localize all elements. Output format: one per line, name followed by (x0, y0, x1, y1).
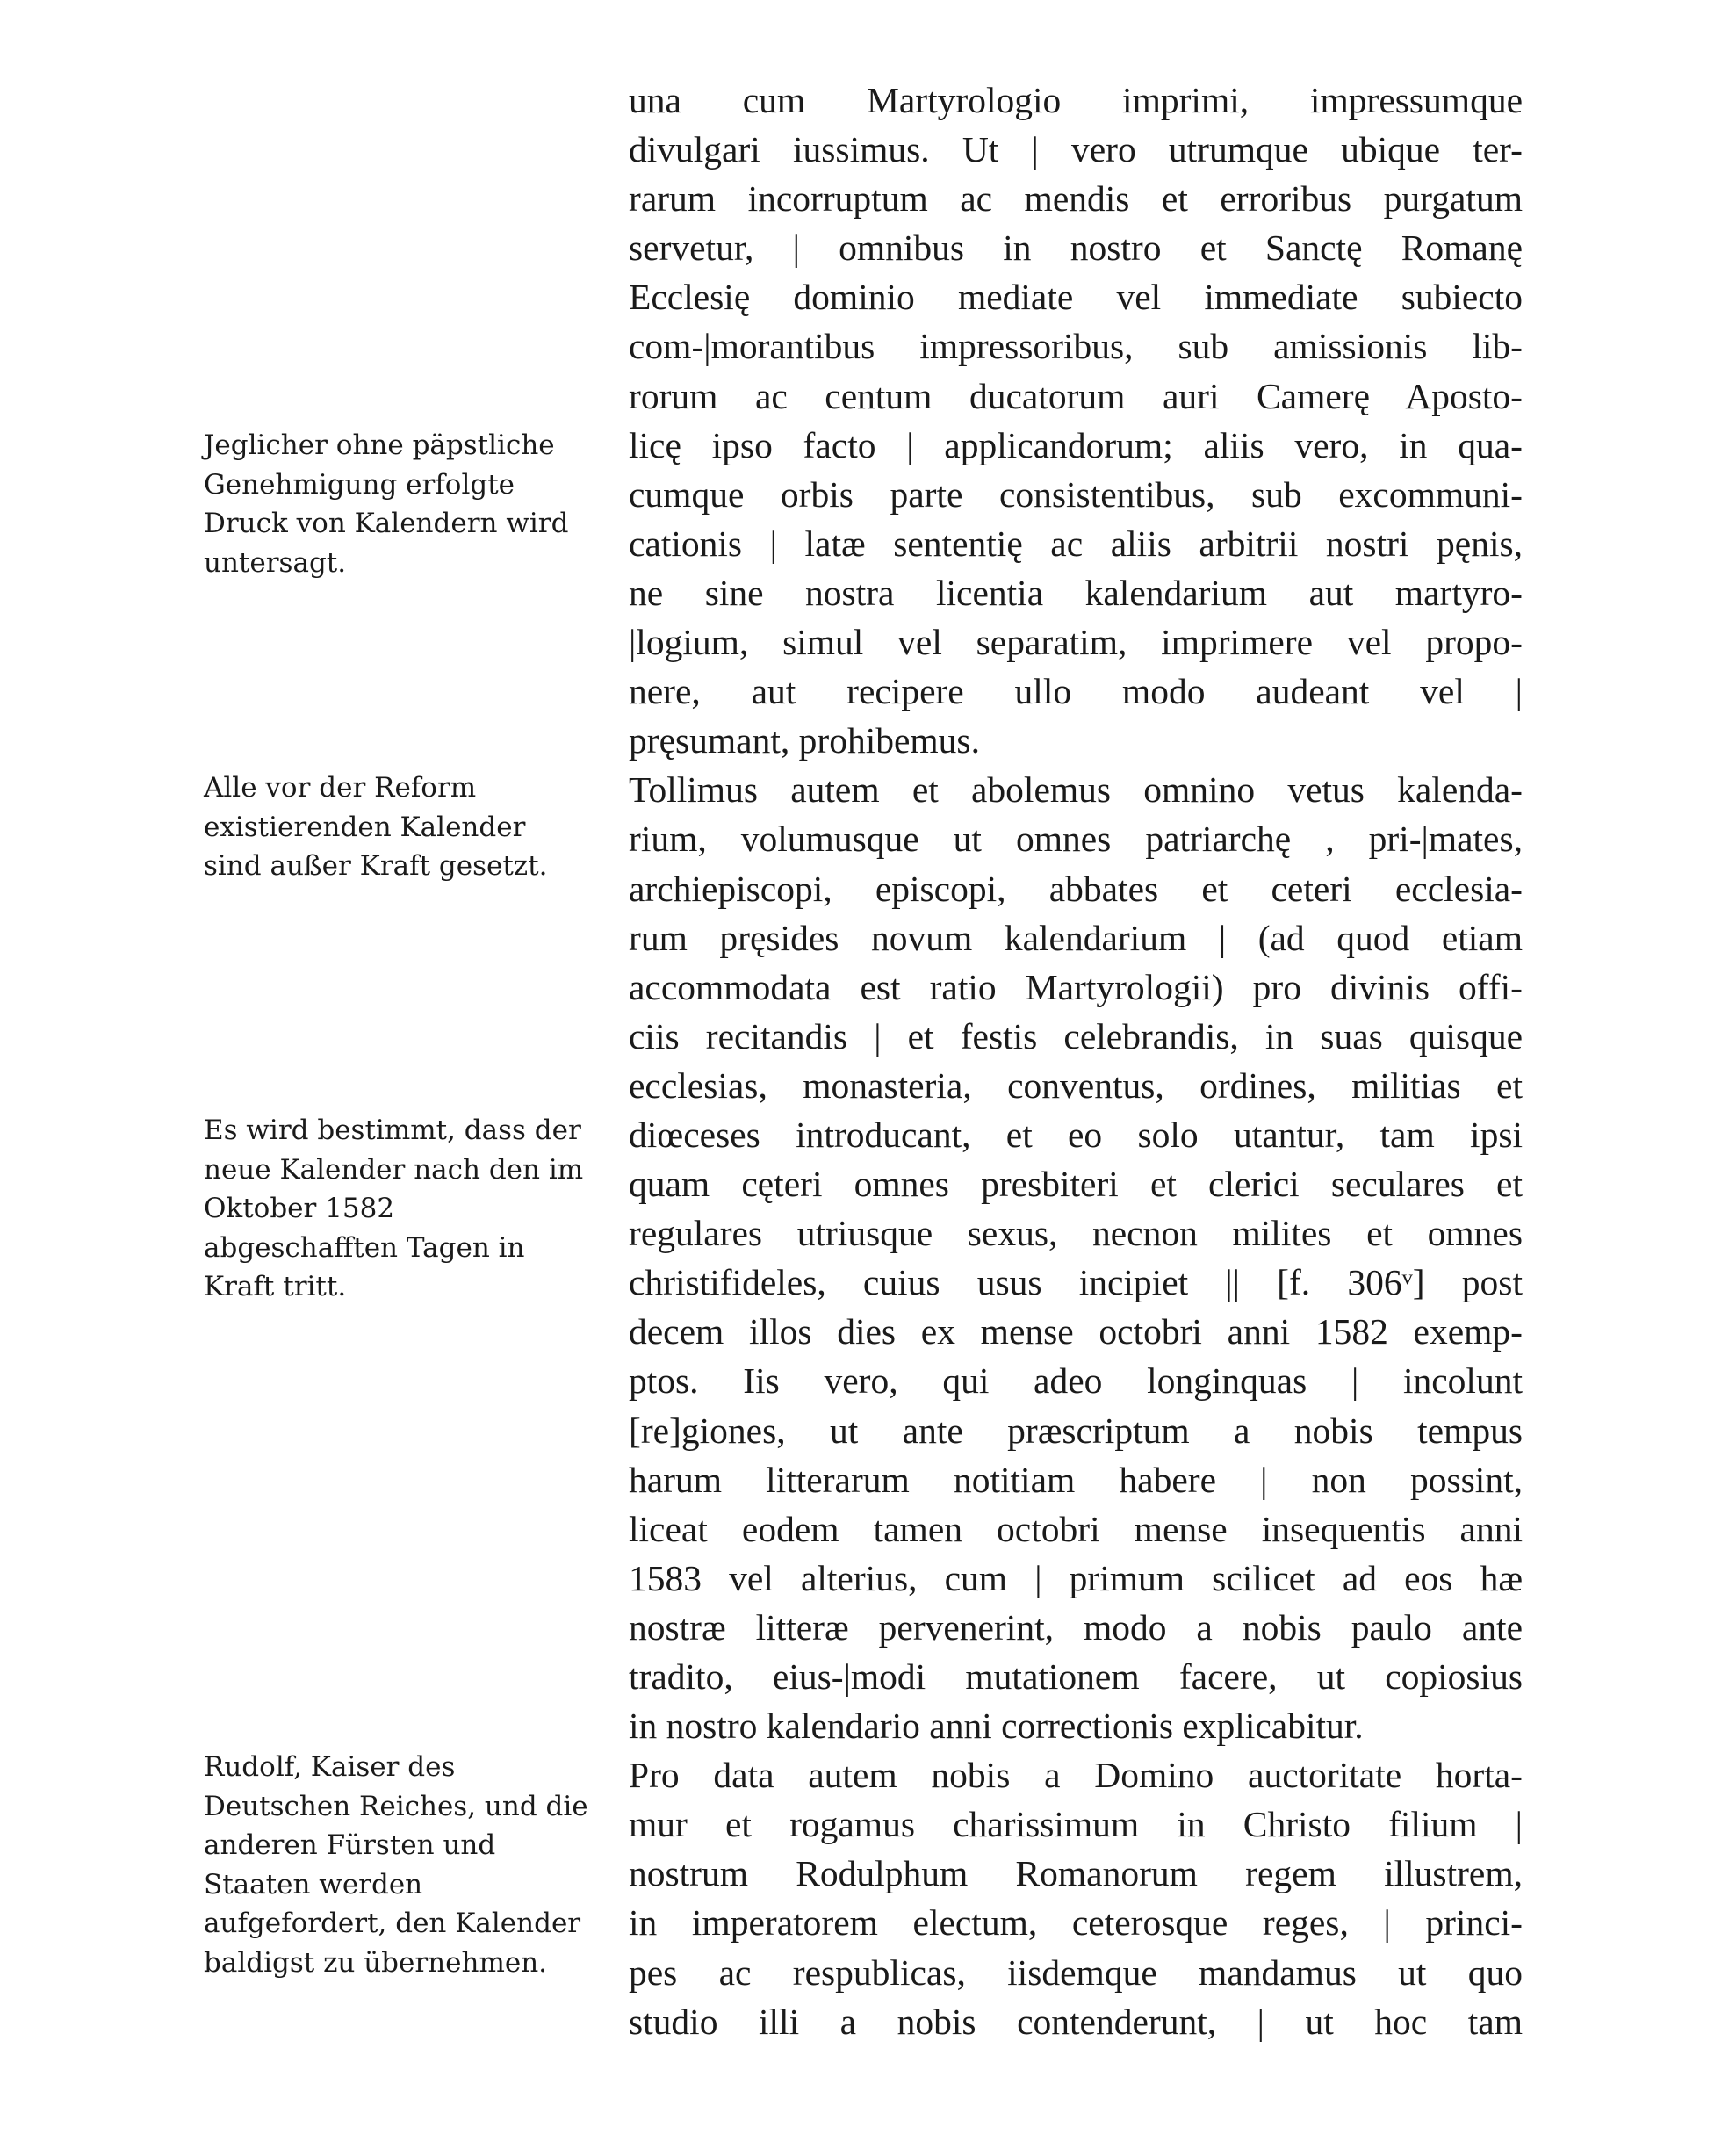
text-line: ecclesias, monasteria, conventus, ordines, militias et (629, 1064, 1523, 1106)
text-line: 1583 vel alterius, cum | primum scilicet ad eos hæ (629, 1557, 1523, 1598)
text-line: Ecclesię dominio mediate vel immediate subiecto (629, 277, 1523, 318)
text-line: com-|morantibus impressoribus, sub amissionis lib- (629, 326, 1523, 367)
text-line: nostrum Rodulphum Romanorum regem illustrem, (629, 1853, 1523, 1894)
text-line: cationis | latæ sententię ac aliis arbitrii nostri pęnis, (629, 523, 1523, 564)
text-line: decem illos dies ex mense octobri anni 1582 exemp- (629, 1311, 1523, 1352)
text-line: Tollimus autem et abolemus omnino vetus kalenda- (629, 769, 1523, 811)
text-line: ptos. Iis vero, qui adeo longinquas | incolunt (629, 1360, 1523, 1402)
text-line: in nostro kalendario anni correctionis explicabitur. (629, 1706, 1364, 1747)
text-line: studio illi a nobis contenderunt, | ut hoc tam (629, 2001, 1523, 2042)
text-line: licę ipso facto | applicandorum; aliis vero, in qua- (629, 424, 1523, 465)
text-line: nostræ litteræ pervenerint, modo a nobis paulo ante (629, 1606, 1523, 1648)
text-line: harum litterarum notitiam habere | non possint, (629, 1459, 1523, 1500)
text-line: divulgari iussimus. Ut | vero utrumque ubique ter- (629, 129, 1523, 170)
text-line: in imperatorem electum, ceterosque reges, | princi- (629, 1902, 1523, 1944)
text-line: pręsumant, prohibemus. (629, 720, 980, 761)
main-text-block (629, 76, 1523, 2046)
text-line: una cum Martyrologio imprimi, impressumque (629, 80, 1523, 120)
text-line: liceat eodem tamen octobri mense insequentis anni (629, 1508, 1523, 1549)
margin-note-old-calendars-abolished: Alle vor der Reform existierenden Kalender sind außer Kraft gesetzt. (204, 772, 548, 882)
text-line: rium, volumusque ut omnes patriarchę , pri-|mates, (629, 819, 1523, 860)
text-line: rorum ac centum ducatorum auri Camerę Aposto- (629, 375, 1523, 416)
text-line: rarum incorruptum ac mendis et erroribus purgatum (629, 178, 1523, 220)
text-line: quam cęteri omnes presbiteri et clerici seculares et (629, 1164, 1523, 1205)
text-line: ne sine nostra licentia kalendarium aut martyro- (629, 572, 1523, 613)
text-line: [re]giones, ut ante præscriptum a nobis tempus (629, 1410, 1523, 1451)
text-line: Pro data autem nobis a Domino auctoritate horta- (629, 1755, 1523, 1796)
text-line: cumque orbis parte consistentibus, sub excommuni- (629, 473, 1523, 515)
text-line: regulares utriusque sexus, necnon milites et omnes (629, 1213, 1523, 1254)
text-line: rum pręsides novum kalendarium | (ad quod etiam (629, 917, 1523, 958)
text-line: diœceses introducant, et eo solo utantur, tam ipsi (629, 1114, 1523, 1155)
margin-note-effective-date: Es wird bestimmt, dass der neue Kalender nach den im Oktober 1582 abgeschafften Tagen in Kraft tritt. (204, 1114, 584, 1302)
margin-note-emperor-adoption: Rudolf, Kaiser des Deutschen Reiches, und die anderen Fürsten und Staaten werden aufgefordert, den Kalender baldigst zu übernehmen. (204, 1751, 588, 1979)
text-line: mur et rogamus charissimum in Christo filium | (629, 1804, 1523, 1845)
text-line: ciis recitandis | et festis celebrandis, in suas quisque (629, 1015, 1523, 1057)
text-line: archiepiscopi, episcopi, abbates et ceteri ecclesia- (629, 868, 1523, 909)
margin-note-printing-ban: Jeglicher ohne päpstliche Genehmigung erfolgte Druck von Kalendern wird untersagt. (204, 429, 569, 579)
text-line: |logium, simul vel separatim, imprimere vel propo- (629, 622, 1523, 663)
text-line: accommodata est ratio Martyrologii) pro divinis offi- (629, 966, 1523, 1007)
text-line: tradito, eius-|modi mutationem facere, ut copiosius (629, 1656, 1523, 1697)
text-line: christifideles, cuius usus incipiet || [f. 306ᵛ] post (629, 1262, 1523, 1303)
text-line: servetur, | omnibus in nostro et Sanctę Romanę (629, 227, 1523, 269)
text-line: nere, aut recipere ullo modo audeant vel | (629, 671, 1523, 712)
text-line: pes ac respublicas, iisdemque mandamus ut quo (629, 1951, 1523, 1993)
